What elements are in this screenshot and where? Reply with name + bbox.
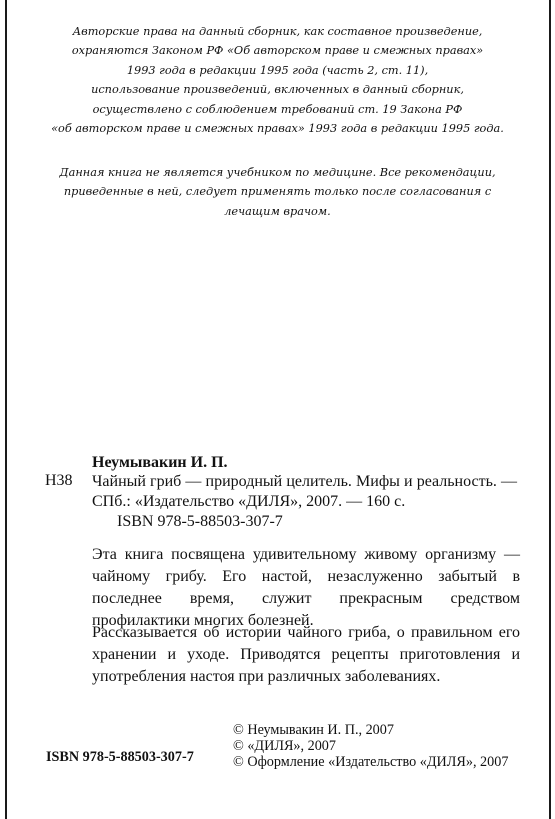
copyright-notice-line: 1993 года в редакции 1995 года (часть 2, ст. 11), — [126, 63, 429, 77]
copyright-notice-line: охраняются Законом РФ «Об авторском праве и смежных правах» — [71, 44, 484, 58]
copyright-notice-line: осуществлено с соблюдением требований ст. 19 Закона РФ — [92, 102, 463, 116]
disclaimer-line: Данная книга не является учебником по медицине. Все рекомендации, — [59, 166, 496, 179]
footer-isbn: ISBN 978-5-88503-307-7 — [46, 749, 194, 765]
disclaimer-line: лечащим врачом. — [224, 204, 331, 218]
page-border-right — [549, 0, 551, 819]
copyright-notice — [40, 22, 515, 138]
annotation-paragraph: Рассказывается об истории чайного гриба, о правильном его хранении и уходе. Приводятся рецепты приготовления и употребления настоя при различных заболеваниях. — [92, 624, 520, 685]
book-isbn: ISBN 978-5-88503-307-7 — [117, 513, 283, 530]
copyright-line: © Оформление «Издательство «ДИЛЯ», 2007 — [233, 754, 509, 770]
page-border-left — [5, 0, 7, 819]
disclaimer-line: приведенные в ней, следует применять только после согласования с — [63, 185, 492, 199]
copyright-line: © Неумывакин И. П., 2007 — [233, 722, 394, 738]
book-description: Чайный гриб — природный целитель. Мифы и реальность. — СПб.: «Издательство «ДИЛЯ», 2007. — 160 с. — [92, 473, 517, 510]
copyright-line: © «ДИЛЯ», 2007 — [233, 738, 336, 754]
copyright-notice-line: «об авторском праве и смежных правах» 1993 года в редакции 1995 года. — [51, 122, 504, 136]
annotation-paragraph: Эта книга посвящена удивительному живому организму — чайному грибу. Его настой, незаслуженно забытый в последнее время, служит прекрасным средством профилактики многих болезней. — [92, 546, 520, 629]
book-author: Неумывакин И. П. — [92, 454, 228, 471]
copyright-notice-line: Авторские права на данный сборник, как составное произведение, — [72, 25, 483, 38]
medical-disclaimer — [40, 163, 515, 221]
copyright-notice-line: использование произведений, включенных в данный сборник, — [91, 83, 464, 97]
footer-copyrights — [233, 722, 508, 770]
library-code: Н38 — [45, 472, 73, 489]
